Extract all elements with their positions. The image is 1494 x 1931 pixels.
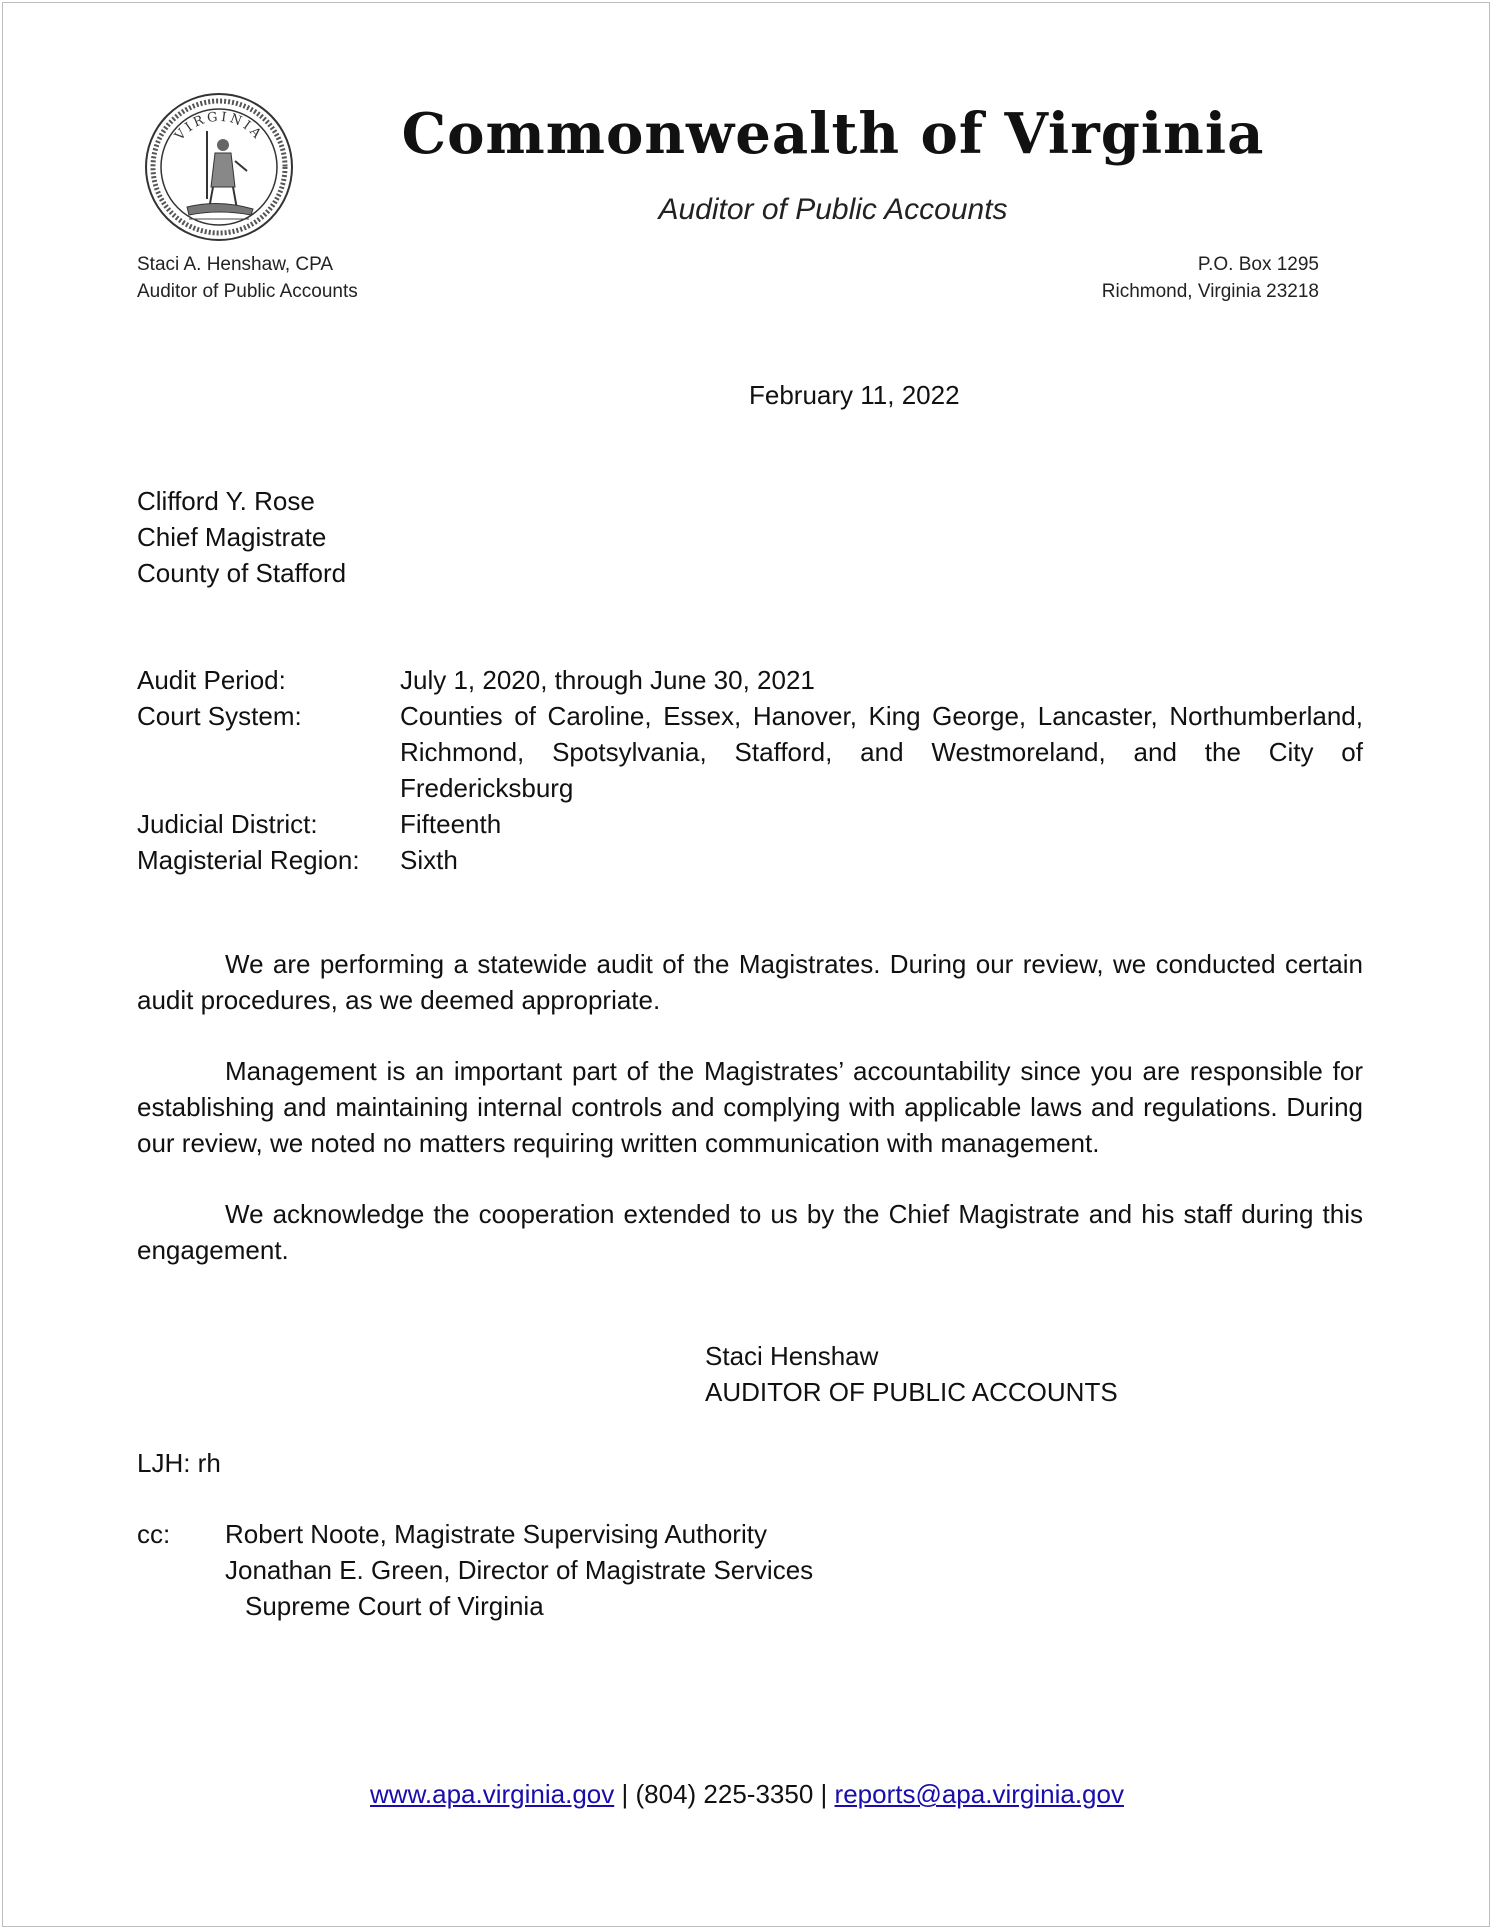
paragraph-text: Management is an important part of the Magistrates’ accountability since you are responsible for establishing and maintaining internal controls and complying with applicable laws and regulations. During our review, we noted no matters requiring written communication with management. — [137, 1056, 1363, 1158]
virginia-state-seal-icon — [143, 91, 295, 243]
letter-date: February 11, 2022 — [749, 380, 960, 410]
address-line-2: Richmond, Virginia 23218 — [1101, 281, 1319, 302]
letterhead-subtitle: Auditor of Public Accounts — [658, 193, 1008, 226]
info-row-court-system — [137, 698, 1363, 806]
footer-contact — [3, 1779, 1491, 1810]
sender-name: Staci A. Henshaw, CPA — [137, 254, 334, 275]
info-value: Counties of Caroline, Essex, Hanover, King George, Lancaster, Northumberland, Richmond, Spotsylvania, Stafford, and Westmoreland, and the City of Fredericksburg — [400, 701, 1363, 803]
cc-recipient: Robert Noote, Magistrate Supervising Authority — [225, 1519, 767, 1549]
info-row-judicial-district — [137, 806, 1363, 842]
recipient-block — [137, 483, 346, 591]
info-value: Fifteenth — [400, 809, 502, 839]
seal-text: VIRGINIA — [172, 109, 266, 144]
cc-recipient: Jonathan E. Green, Director of Magistrate Services — [225, 1555, 814, 1585]
signature-name: Staci Henshaw — [705, 1341, 879, 1371]
body-paragraph-1 — [137, 946, 1363, 1018]
sender-title: Auditor of Public Accounts — [137, 281, 358, 302]
typist-initials: LJH: rh — [137, 1448, 221, 1478]
signature-block — [705, 1338, 1118, 1410]
email-link[interactable]: reports@apa.virginia.gov — [834, 1779, 1124, 1809]
footer-separator: | — [621, 1779, 629, 1809]
cc-row — [137, 1516, 813, 1552]
paragraph-text: We are performing a statewide audit of the Magistrates. During our review, we conducted certain audit procedures, as we deemed appropriate. — [137, 949, 1363, 1015]
address-line-1: P.O. Box 1295 — [1197, 254, 1319, 275]
info-row-magisterial-region — [137, 842, 1363, 878]
cc-row — [137, 1552, 813, 1588]
svg-text:VIRGINIA — [172, 110, 266, 145]
footer-phone: (804) 225-3350 — [635, 1779, 814, 1809]
cc-label: cc: — [137, 1519, 171, 1549]
info-label: Audit Period: — [137, 665, 286, 695]
recipient-name: Clifford Y. Rose — [137, 486, 315, 516]
recipient-org: County of Stafford — [137, 558, 347, 588]
recipient-title: Chief Magistrate — [137, 522, 327, 552]
website-link[interactable]: www.apa.virginia.gov — [370, 1779, 615, 1809]
address-block — [963, 251, 1319, 305]
letterhead-title: Commonwealth of Virginia — [401, 101, 1265, 167]
info-label: Judicial District: — [137, 809, 318, 839]
info-label: Court System: — [137, 701, 302, 731]
footer-separator: | — [820, 1779, 828, 1809]
info-label: Magisterial Region: — [137, 845, 360, 875]
audit-info-block — [137, 662, 1363, 878]
cc-recipient-org: Supreme Court of Virginia — [245, 1591, 544, 1621]
info-value: July 1, 2020, through June 30, 2021 — [400, 665, 815, 695]
cc-block — [137, 1516, 813, 1624]
letter-page — [2, 2, 1490, 1927]
paragraph-text: We acknowledge the cooperation extended to us by the Chief Magistrate and his staff during this engagement. — [137, 1199, 1363, 1265]
body-paragraph-3 — [137, 1196, 1363, 1268]
sender-block — [137, 251, 358, 305]
body-paragraph-2 — [137, 1053, 1363, 1161]
info-row-audit-period — [137, 662, 1363, 698]
signature-title: AUDITOR OF PUBLIC ACCOUNTS — [705, 1377, 1118, 1407]
info-value: Sixth — [400, 845, 458, 875]
